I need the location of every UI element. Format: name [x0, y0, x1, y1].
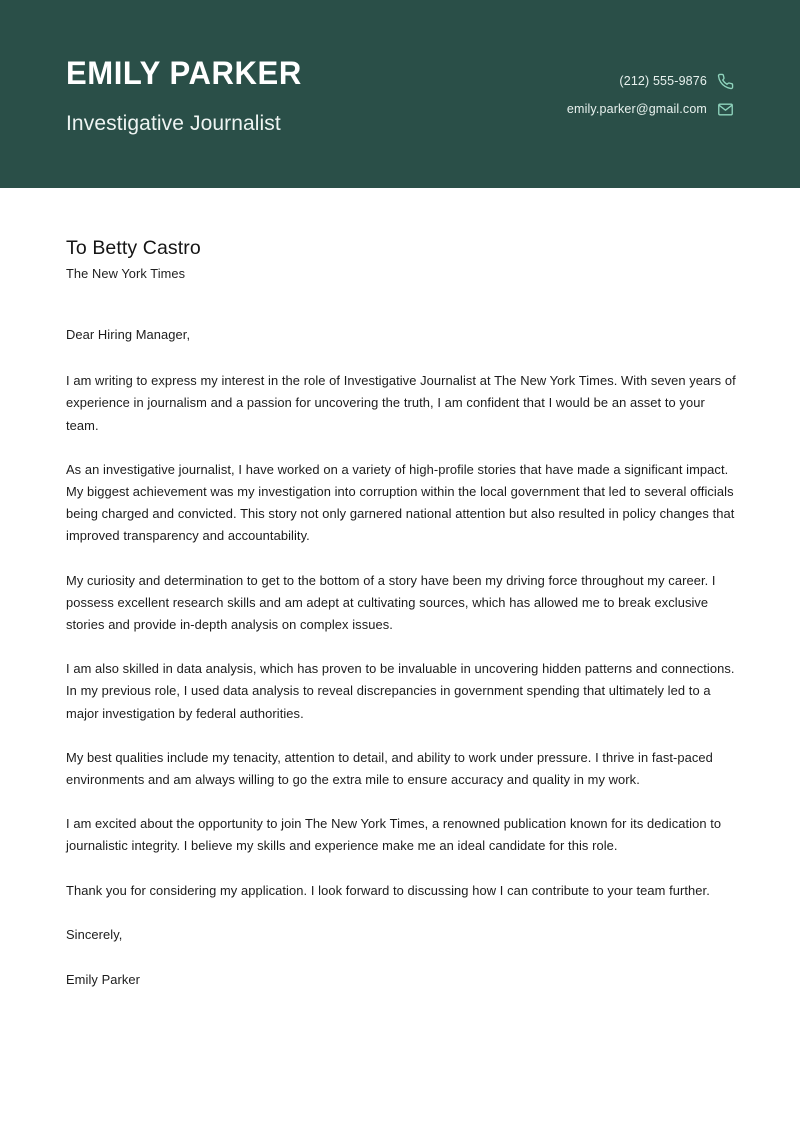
letter-signature: Emily Parker — [66, 972, 141, 988]
applicant-job-title: Investigative Journalist — [66, 111, 281, 135]
contact-email-row[interactable] — [567, 101, 734, 118]
letter-paragraph: I am also skilled in data analysis, which has proven to be invaluable in uncovering hidden patterns and connections. In my previous role, I used data analysis to reveal discrepancies in government spending that ultimately led to a major investigation by federal authorities. — [66, 661, 735, 721]
recipient-organization: The New York Times — [66, 266, 186, 282]
letter-paragraph: As an investigative journalist, I have worked on a variety of high-profile stories that have made a significant impact. My biggest achievement was my investigation into corruption within the local government that led to several officials being charged and convicted. This story not only garnered national attention but also resulted in policy changes that improved transparency and accountability. — [66, 461, 735, 544]
letter-paragraph: Thank you for considering my application. I look forward to discussing how I can contribute to your team further. — [66, 882, 710, 898]
letter-paragraph: My best qualities include my tenacity, attention to detail, and ability to work under pressure. I thrive in fast-paced environments and am always willing to go the extra mile to ensure accuracy and quality in my work. — [66, 749, 713, 788]
letter-body — [66, 324, 736, 991]
contact-phone-text: (212) 555-9876 — [619, 73, 707, 88]
letter-paragraph: I am writing to express my interest in the role of Investigative Journalist at The New York Times. With seven years of experience in journalism and a passion for uncovering the truth, I am confident that I would be an asset to your team. — [66, 373, 736, 433]
letter-header — [0, 0, 800, 188]
contact-email-text: emily.parker@gmail.com — [566, 101, 707, 116]
recipient-name: To Betty Castro — [66, 237, 201, 259]
contact-phone-row[interactable] — [619, 73, 734, 90]
applicant-name: EMILY PARKER — [66, 55, 302, 92]
contact-info-block — [567, 71, 734, 118]
letter-paragraph: I am excited about the opportunity to join The New York Times, a renowned publication known for its dedication to journalistic integrity. I believe my skills and experience make me an ideal candidate for this role. — [66, 816, 722, 854]
envelope-icon — [717, 101, 734, 118]
letter-paragraph: My curiosity and determination to get to the bottom of a story have been my driving force throughout my career. I possess excellent research skills and am adept at cultivating sources, which has allowed me to break exclusive stories and provide in-depth analysis on complex issues. — [66, 572, 716, 633]
letter-closing: Sincerely, — [66, 926, 123, 942]
header-identity-block — [66, 52, 309, 135]
letter-salutation: Dear Hiring Manager, — [66, 327, 191, 342]
recipient-block — [66, 236, 734, 283]
phone-icon — [717, 73, 734, 90]
letter-content — [0, 188, 800, 991]
